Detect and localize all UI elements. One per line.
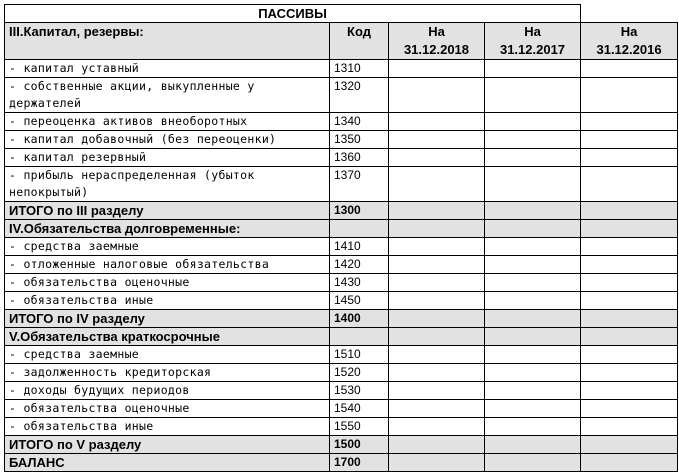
- year-column-header-2018: На 31.12.2018: [389, 23, 485, 60]
- value-cell[interactable]: [485, 131, 581, 149]
- table-row: - доходы будущих периодов 1530: [5, 382, 678, 400]
- value-cell[interactable]: [581, 346, 678, 364]
- section5-header-row: [5, 328, 678, 346]
- table-title: ПАССИВЫ: [5, 5, 581, 23]
- year-column-header-2016: На 31.12.2016: [581, 23, 678, 60]
- value-cell[interactable]: [581, 436, 678, 454]
- value-cell[interactable]: [581, 113, 678, 131]
- value-cell[interactable]: [485, 238, 581, 256]
- table-row: - капитал уставный 1310: [5, 60, 678, 78]
- value-cell[interactable]: [389, 167, 485, 202]
- section3-title: III.Капитал, резервы:: [5, 23, 330, 60]
- balance-sheet-liabilities: [4, 4, 678, 472]
- value-cell[interactable]: [389, 310, 485, 328]
- value-cell[interactable]: [485, 60, 581, 78]
- value-cell[interactable]: [389, 78, 485, 113]
- value-cell[interactable]: [389, 364, 485, 382]
- value-cell[interactable]: [389, 454, 485, 472]
- value-cell[interactable]: [485, 274, 581, 292]
- value-cell[interactable]: [485, 113, 581, 131]
- table-row: - обязательства иные 1550: [5, 418, 678, 436]
- table-title-row: [5, 5, 678, 23]
- table-row: - переоценка активов внеоборотных 1340: [5, 113, 678, 131]
- value-cell[interactable]: [485, 454, 581, 472]
- code-column-header: Код: [330, 23, 389, 60]
- value-cell[interactable]: [485, 292, 581, 310]
- value-cell[interactable]: [389, 292, 485, 310]
- value-cell[interactable]: [485, 167, 581, 202]
- value-cell[interactable]: [581, 202, 678, 220]
- value-cell[interactable]: [389, 382, 485, 400]
- value-cell[interactable]: [485, 310, 581, 328]
- value-cell[interactable]: [485, 256, 581, 274]
- value-cell[interactable]: [581, 274, 678, 292]
- value-cell[interactable]: [389, 202, 485, 220]
- value-cell[interactable]: [581, 238, 678, 256]
- balance-row: [5, 454, 678, 472]
- value-cell[interactable]: [485, 400, 581, 418]
- balance-code: 1700: [330, 454, 389, 472]
- value-cell[interactable]: [389, 131, 485, 149]
- value-cell[interactable]: [581, 256, 678, 274]
- value-cell[interactable]: [581, 167, 678, 202]
- value-cell[interactable]: [389, 346, 485, 364]
- table-row: - собственные акции, выкупленные у держателей 1320: [5, 78, 678, 113]
- value-cell[interactable]: [485, 149, 581, 167]
- value-cell[interactable]: [389, 418, 485, 436]
- value-cell[interactable]: [389, 238, 485, 256]
- value-cell[interactable]: [389, 400, 485, 418]
- section5-title: V.Обязательства краткосрочные: [5, 328, 330, 346]
- value-cell[interactable]: [581, 310, 678, 328]
- table-row: - капитал добавочный (без переоценки) 1350: [5, 131, 678, 149]
- value-cell[interactable]: [581, 400, 678, 418]
- table-row: - прибыль нераспределенная (убыток непокрытый) 1370: [5, 167, 678, 202]
- value-cell[interactable]: [581, 454, 678, 472]
- value-cell[interactable]: [485, 418, 581, 436]
- value-cell[interactable]: [581, 149, 678, 167]
- value-cell[interactable]: [485, 364, 581, 382]
- value-cell[interactable]: [581, 60, 678, 78]
- value-cell[interactable]: [485, 78, 581, 113]
- table-row: - обязательства оценочные 1540: [5, 400, 678, 418]
- total-row-section3: ИТОГО по III разделу 1300: [5, 202, 678, 220]
- liabilities-table: [4, 4, 678, 472]
- year-column-header-2017: На 31.12.2017: [485, 23, 581, 60]
- table-row: - средства заемные 1510: [5, 346, 678, 364]
- section4-title: IV.Обязательства долговременные:: [5, 220, 330, 238]
- value-cell[interactable]: [485, 436, 581, 454]
- section4-header-row: [5, 220, 678, 238]
- table-row: - задолженность кредиторская 1520: [5, 364, 678, 382]
- value-cell[interactable]: [581, 382, 678, 400]
- value-cell[interactable]: [389, 274, 485, 292]
- value-cell[interactable]: [581, 364, 678, 382]
- value-cell[interactable]: [389, 256, 485, 274]
- header-row: [5, 23, 678, 60]
- table-row: - отложенные налоговые обязательства 1420: [5, 256, 678, 274]
- table-row: - обязательства иные 1450: [5, 292, 678, 310]
- value-cell[interactable]: [581, 131, 678, 149]
- balance-label: БАЛАНС: [5, 454, 330, 472]
- total-row-section5: ИТОГО по V разделу 1500: [5, 436, 678, 454]
- value-cell[interactable]: [389, 60, 485, 78]
- value-cell[interactable]: [389, 113, 485, 131]
- table-row: - обязательства оценочные 1430: [5, 274, 678, 292]
- value-cell[interactable]: [389, 436, 485, 454]
- table-row: - средства заемные 1410: [5, 238, 678, 256]
- value-cell[interactable]: [485, 202, 581, 220]
- value-cell[interactable]: [485, 346, 581, 364]
- value-cell[interactable]: [581, 418, 678, 436]
- total-row-section4: ИТОГО по IV разделу 1400: [5, 310, 678, 328]
- table-row: - капитал резервный 1360: [5, 149, 678, 167]
- value-cell[interactable]: [581, 78, 678, 113]
- value-cell[interactable]: [389, 149, 485, 167]
- value-cell[interactable]: [581, 292, 678, 310]
- value-cell[interactable]: [485, 382, 581, 400]
